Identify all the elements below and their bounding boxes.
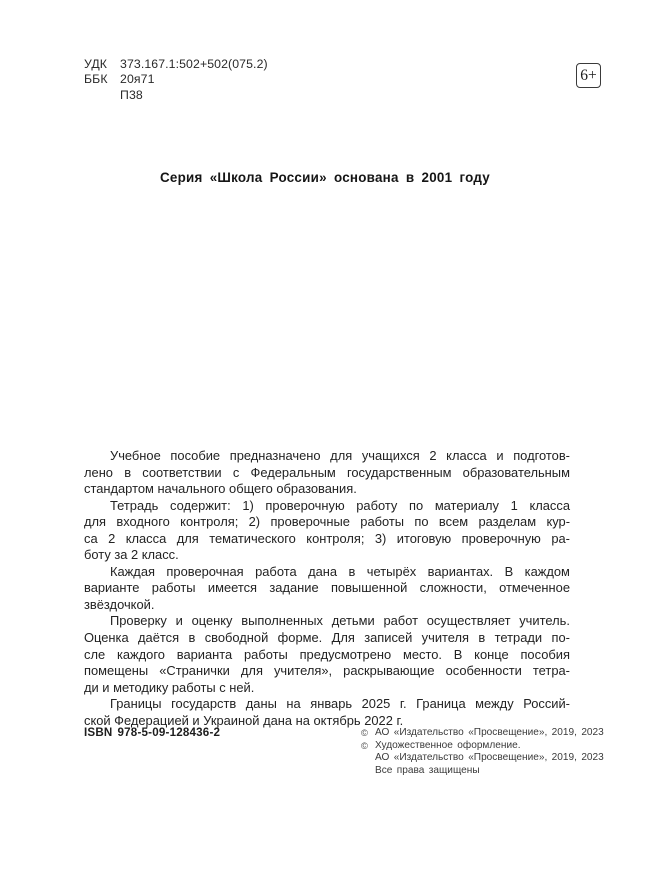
classification-row-shelf: [84, 88, 268, 103]
copyright-icon: ©: [361, 727, 368, 738]
word: имеется: [207, 580, 258, 596]
word: осуществляет: [426, 613, 511, 629]
word: Учебное: [110, 448, 161, 463]
word: работу: [356, 497, 398, 513]
word: январь: [310, 696, 353, 712]
word: В: [453, 646, 463, 662]
copyright-block: [361, 727, 604, 777]
word: сле: [84, 646, 106, 662]
word: Каждая: [110, 563, 155, 579]
word: Оценка: [84, 630, 129, 646]
word: для: [84, 514, 107, 530]
text-line: звёздочкой.: [84, 596, 155, 612]
udk-value: 373.167.1:502+502(075.2): [120, 57, 268, 71]
word: в: [188, 630, 196, 646]
paragraph-3: [84, 564, 570, 614]
copyright-row: [361, 740, 604, 753]
annotation-body: [84, 448, 570, 729]
word: тетра-: [532, 663, 570, 679]
text-line: [84, 448, 570, 465]
word: сложности,: [419, 580, 487, 596]
word: г.: [399, 696, 407, 712]
word: 2: [429, 448, 437, 463]
rights-reserved-text: Все права защищены: [375, 764, 480, 776]
word: Тетрадь: [110, 497, 159, 513]
series-statement: [0, 170, 650, 185]
paragraph-4: [84, 613, 570, 696]
word: четырёх: [366, 563, 417, 579]
word: для: [240, 663, 263, 679]
word: содержит:: [170, 497, 231, 513]
text-line: боту за 2 класс.: [84, 547, 179, 563]
word: пособие: [170, 448, 221, 463]
word: каждого: [116, 646, 165, 662]
indent-spacer: [84, 696, 110, 713]
word: форме.: [277, 630, 323, 646]
word: работы: [151, 580, 196, 596]
text-line: [84, 663, 570, 680]
bbk-value: 20я71: [120, 72, 155, 87]
word: и: [175, 613, 183, 629]
word: для: [176, 530, 199, 546]
indent-spacer: [84, 613, 110, 630]
word: даны: [245, 696, 277, 712]
copyright-text: Художественное оформление.: [375, 739, 521, 751]
word: детьми: [331, 613, 375, 629]
word: Проверку: [110, 613, 167, 629]
word: подготов-: [513, 448, 570, 463]
word: входного: [116, 514, 170, 530]
text-line: [84, 465, 570, 482]
word: кур-: [546, 514, 570, 530]
copyright-row: [361, 752, 604, 765]
word: Федеральным: [250, 464, 336, 480]
text-line: [84, 531, 570, 548]
bbk-label: ББК: [84, 72, 108, 87]
word: 2): [248, 514, 261, 530]
text-line: [84, 630, 570, 647]
text-line: стандартом начального общего образования.: [84, 481, 357, 497]
word: 1: [510, 497, 518, 513]
word: место.: [402, 646, 442, 662]
word: помещены: [84, 663, 149, 679]
classification-row-bbk: [84, 72, 268, 87]
word: с: [232, 464, 240, 480]
copyright-text: АО «Издательство «Просвещение», 2019, 2023: [375, 727, 604, 738]
word: по: [414, 514, 429, 530]
word: класса: [446, 448, 487, 463]
word: раскрывающие: [343, 663, 435, 679]
word: класса: [125, 530, 167, 546]
word: образовательным: [462, 464, 570, 480]
word: работ: [383, 613, 418, 629]
word: между: [475, 696, 514, 712]
series-statement-text: Серия «Школа России» основана в 2001 году: [159, 170, 491, 185]
word: отмеченное: [499, 580, 570, 596]
word: записей: [364, 630, 413, 646]
word: В: [504, 563, 514, 579]
paragraph-5: [84, 696, 570, 729]
word: в: [478, 630, 486, 646]
word: 2: [108, 530, 116, 546]
text-line: [84, 564, 570, 581]
word: учитель.: [519, 613, 570, 629]
word: дана: [308, 563, 338, 579]
classification-codes: [84, 57, 268, 103]
word: тематического: [209, 530, 296, 546]
word: работы: [244, 646, 288, 662]
word: свободной: [204, 630, 269, 646]
copyright-text: АО «Издательство «Просвещение», 2019, 2023: [375, 752, 604, 764]
word: проверочную: [461, 530, 541, 546]
word: тетради: [494, 630, 543, 646]
word: учителя: [421, 630, 470, 646]
text-line: [84, 696, 570, 713]
word: соответствии: [142, 464, 222, 480]
copyright-row: [361, 765, 604, 778]
word: государственным: [346, 464, 452, 480]
word: 2025: [361, 696, 391, 712]
word: государств: [171, 696, 237, 712]
indent-spacer: [84, 448, 110, 465]
paragraph-1: [84, 448, 570, 498]
word: и: [496, 448, 504, 463]
word: варианта: [176, 646, 233, 662]
word: для: [330, 448, 353, 463]
word: учащихся: [361, 448, 420, 463]
word: каждом: [524, 563, 570, 579]
word: задание: [269, 580, 319, 596]
word: Россий-: [523, 696, 570, 712]
word: класса: [529, 497, 570, 513]
text-line: ской Федерацией и Украиной дана на октябрь 2022 г.: [84, 712, 404, 728]
word: всем: [438, 514, 469, 530]
text-line: [84, 647, 570, 664]
word: проверочная: [166, 563, 244, 579]
word: предназначено: [229, 448, 321, 463]
word: повышенной: [330, 580, 408, 596]
word: по-: [551, 630, 570, 646]
word: оценку: [191, 613, 233, 629]
word: работы: [360, 514, 405, 530]
word: конце: [474, 646, 509, 662]
word: в: [348, 563, 356, 579]
word: контроля;: [180, 514, 239, 530]
word: разделам: [478, 514, 537, 530]
word: 3): [374, 530, 387, 546]
isbn-value: 978-5-09-128436-2: [117, 726, 221, 739]
word: ра-: [551, 530, 570, 546]
word: Для: [331, 630, 355, 646]
word: предусмотрено: [299, 646, 392, 662]
paragraph-2: [84, 498, 570, 564]
text-line: ди и методику работы с ней.: [84, 679, 255, 695]
udk-label: УДК: [84, 57, 108, 71]
word: 1): [242, 497, 254, 513]
word: контроля;: [306, 530, 365, 546]
isbn-label: ISBN: [84, 726, 113, 739]
word: варианте: [84, 580, 140, 596]
word: работа: [255, 563, 297, 579]
word: даётся: [138, 630, 180, 646]
indent-spacer: [84, 498, 110, 515]
word: Границы: [110, 696, 162, 712]
word: лено: [84, 464, 113, 480]
isbn-block: [84, 726, 220, 739]
word: особенности: [445, 663, 522, 679]
copyright-icon: ©: [361, 739, 368, 751]
text-line: [84, 498, 570, 515]
indent-spacer: [84, 564, 110, 581]
word: пособия: [520, 646, 570, 662]
word: учителя»,: [273, 663, 333, 679]
word: проверочную: [265, 497, 345, 513]
word: по: [409, 497, 424, 513]
word: в: [124, 464, 132, 480]
copyright-row: [361, 727, 604, 740]
word: материалу: [434, 497, 499, 513]
shelf-value: П38: [120, 87, 143, 102]
word: проверочные: [270, 514, 350, 530]
word: вариантах.: [427, 563, 494, 579]
classification-row-udk: [84, 57, 268, 72]
age-rating-label: 6+: [580, 66, 597, 84]
text-line: [84, 613, 570, 630]
text-line: [84, 514, 570, 531]
word: са: [84, 530, 98, 546]
word: выполненных: [241, 613, 324, 629]
word: итоговую: [396, 530, 452, 546]
text-line: [84, 580, 570, 597]
word: на: [286, 696, 301, 712]
word: «Странички: [159, 663, 230, 679]
age-rating-badge: [576, 63, 601, 88]
word: Граница: [416, 696, 466, 712]
